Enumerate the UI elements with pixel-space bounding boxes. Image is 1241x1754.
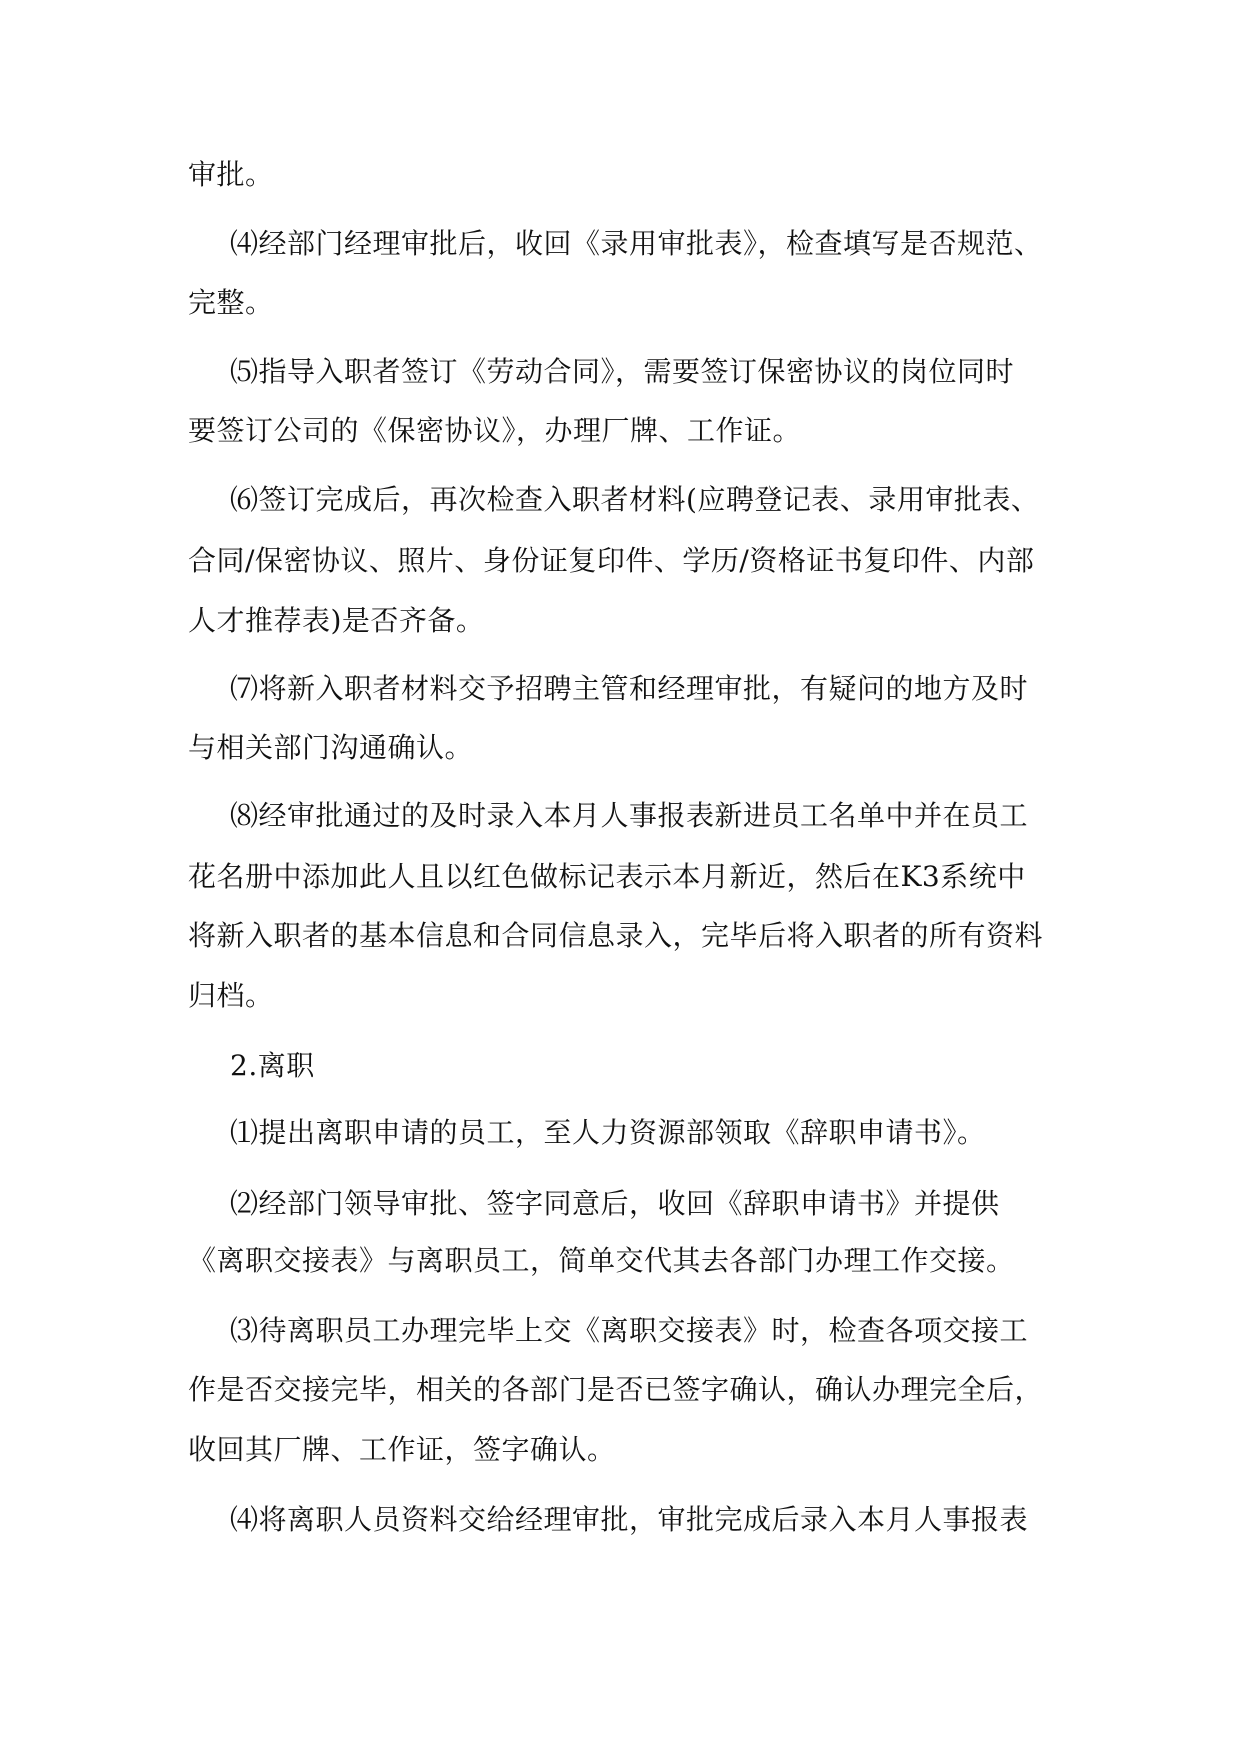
text-line-12: 花名册中添加此人且以红色做标记表示本月新近，然后在K3系统中 [188, 860, 1026, 893]
text-line-18: 《离职交接表》与离职员工，简单交代其去各部门办理工作交接。 [188, 1244, 1015, 1277]
text-line-10: 与相关部门沟通确认。 [188, 731, 474, 764]
text-line-14: 归档。 [188, 979, 274, 1012]
text-line-19: ⑶待离职员工办理完毕上交《离职交接表》时，检查各项交接工 [230, 1314, 1029, 1347]
text-line-21: 收回其厂牌、工作证，签字确认。 [188, 1433, 616, 1466]
text-line-3: 完整。 [188, 286, 274, 319]
section-heading: 2.离职 [230, 1049, 315, 1082]
text-line-22: ⑷将离职人员资料交给经理审批，审批完成后录入本月人事报表 [230, 1503, 1029, 1536]
text-line-5: 要签订公司的《保密协议》，办理厂牌、工作证。 [188, 414, 802, 447]
text-line-7: 合同/保密协议、照片、身份证复印件、学历/资格证书复印件、内部 [188, 544, 1035, 577]
text-line-2: ⑷经部门经理审批后，收回《录用审批表》，检查填写是否规范、 [230, 227, 1043, 260]
text-line-4: ⑸指导入职者签订《劳动合同》，需要签订保密协议的岗位同时 [230, 355, 1015, 388]
text-line-11: ⑻经审批通过的及时录入本月人事报表新进员工名单中并在员工 [230, 799, 1029, 832]
text-line-8: 人才推荐表)是否齐备。 [188, 604, 485, 637]
text-line-6: ⑹签订完成后，再次检查入职者材料(应聘登记表、录用审批表、 [230, 483, 1040, 516]
text-line-20: 作是否交接完毕，相关的各部门是否已签字确认，确认办理完全后， [188, 1373, 1044, 1406]
text-line-1: 审批。 [188, 158, 274, 191]
text-line-13: 将新入职者的基本信息和合同信息录入，完毕后将入职者的所有资料 [188, 919, 1044, 952]
text-line-17: ⑵经部门领导审批、签字同意后，收回《辞职申请书》并提供 [230, 1187, 1000, 1220]
text-line-9: ⑺将新入职者材料交予招聘主管和经理审批，有疑问的地方及时 [230, 672, 1029, 705]
text-line-16: ⑴提出离职申请的员工，至人力资源部领取《辞职申请书》。 [230, 1116, 986, 1149]
